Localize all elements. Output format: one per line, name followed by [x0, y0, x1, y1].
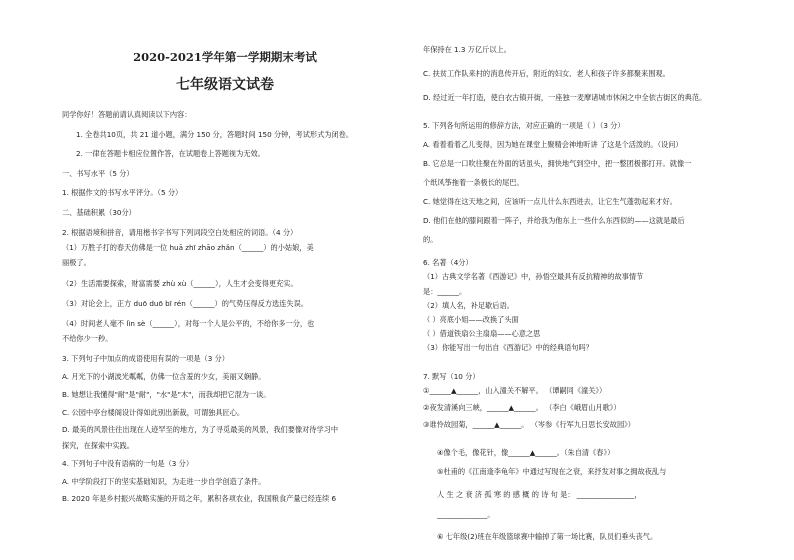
left-text-line: B. 2020 年是乡村振兴战略实施的开局之年，累积各项农业，我国粮食产量已经连续 6	[62, 494, 337, 503]
right-text-line: 6. 名著（4分）	[423, 258, 473, 267]
right-text-line: 年保持在 1.3 万亿斤以上。	[423, 45, 511, 54]
right-text-line: ⑥ 七年级(2)班在年级篮球赛中输掉了第一场比赛，队员们垂头丧气。	[437, 532, 658, 541]
right-text-line: ②夜发清溪向三峡，______▲______。 （李白《峨眉山月歌》）	[423, 403, 621, 412]
right-text-line: C. 她觉得在这天地之间，应该听一点儿什么东西进去，让它生气蓬勃起来才好。	[423, 197, 677, 206]
right-text-line: A. 看着看着乙儿变得，因为她在课堂上聚精会神地听讲 了这是个活泼的。（设问）	[423, 140, 683, 149]
left-text-line: A. 中学阶段打下的坚实基础知识，为走进一步自学创造了条件。	[62, 477, 266, 486]
right-text-line: D. 经过近一年打造，使白衣古镇开街，一座独一麦摩诸城市休闲之中全依古街区的典范。	[423, 93, 707, 102]
left-text-line: 3. 下列句子中加点的成语使用有误的一项是（3 分）	[62, 354, 229, 363]
exam-subtitle: 七年级语文试卷	[176, 77, 274, 93]
right-text-line: 7. 默写（10 分）	[423, 372, 480, 381]
right-text-line: 个纸风筝拖着一条极长的尾巴。	[423, 178, 524, 187]
right-text-line: ④像个毛，像花针，像______▲______。（朱自清《春》）	[437, 448, 615, 457]
left-text-line: A. 月光下的小湖波光粼粼，仿佛一位含羞的少女，美丽又娴静。	[62, 372, 266, 381]
left-text-line: 二、基础积累（30分）	[62, 208, 136, 217]
right-text-line: （1）古典文学名著《西游记》中，孙悟空最具有反抗精神的故事情节	[423, 272, 644, 281]
left-text-line: D. 最美的风景往往出现在人迹罕至的地方，为了寻觅最美的风景，我们要像对待学习中	[62, 425, 339, 434]
right-text-line: B. 它总是一口吹往聚在外面的话虽头，拥快地气到空中，把一整团极都打开。就像一	[423, 159, 692, 168]
right-text-line: 的。	[423, 235, 438, 244]
right-text-line: C. 扶贫工作队来村的消息传开后，附近的妇女、老人和孩子许多都聚来围观。	[423, 69, 670, 78]
left-text-line: （3）对论会上，正方 duō duō bī rén（______）的气势压得反方选连失误。	[62, 299, 308, 308]
left-text-line: 丽极了。	[62, 258, 91, 267]
right-text-line: D. 他们在他的膝间跟着一阵子，并给我为他东上一些什么东西似的——这就是最后	[423, 216, 685, 225]
right-text-line: ③谁怜故园菊，______▲______。 （岑参《行军九日思长安故园》）	[423, 420, 635, 429]
left-text-line: C. 公园中亭台楼阁设计得如此别出新裁，可谓独具匠心。	[62, 408, 245, 417]
left-text-line: 探究，在探索中实践。	[62, 441, 134, 450]
right-text-line: （ ）亮底小姐——改换了头面	[423, 315, 519, 324]
right-text-line: 是：______。	[423, 287, 467, 296]
right-text-line: 人 生 之 衰 济 孤 寒 的 感 概 的 诗 句 是： ________________，	[437, 490, 642, 499]
right-text-line: （ ）借道铁扇公主扇扇——心意之思	[423, 329, 541, 338]
left-text-line: （4）时间老人毫不 lìn sè（______），对每一个人是公平的，不给你多一分，也	[62, 319, 315, 328]
left-text-line: B. 她想让我懂得"耐"是"耐"，"水"是"木"，而我却把它混为一谈。	[62, 390, 271, 399]
right-text-line: ①______▲______，山入潼关不解平。 （谭嗣同《潼关》）	[423, 386, 607, 395]
left-text-line: 2. 一律在答题卡相应位置作答，在试题卷上答题视为无效。	[76, 149, 265, 158]
left-text-line: 不给你少一秒。	[62, 334, 113, 343]
left-text-line: 同学你好！答题前请认真阅读以下内容：	[62, 110, 192, 119]
left-text-line: （1）万胜子打的春天仿佛是一位 huā zhī zhāo zhǎn（______）的小姑娘，美	[62, 243, 314, 252]
left-text-line: 一、书写水平（5 分）	[62, 169, 134, 178]
right-text-line: ______________。	[437, 510, 495, 519]
left-text-line: 4. 下列句子中没有语病的一句是（3 分）	[62, 459, 194, 468]
left-text-line: 1. 根据作文的书写水平评分。（5 分）	[62, 188, 183, 197]
right-text-line: ⑤杜甫的《江南逢李龟年》中通过写现在之衰，来抒发对事之拥故夜乱与	[437, 467, 667, 476]
right-text-line: （3）你能写出一句出自《西游记》中的经典语句吗？	[423, 343, 593, 352]
left-text-line: 2. 根据语境和拼音，请用楷书字书写下列词段空白处相应的词语。（4 分）	[62, 228, 298, 237]
left-text-line: 1. 全卷共10页，共 21 道小题，满分 150 分，答题时间 150 分钟，考试形式为闭卷。	[76, 130, 354, 139]
exam-title: 2020-2021学年第一学期期末考试	[133, 50, 317, 64]
left-text-line: （2）生活需要探索，财富需要 zhù xù（______），人生才会变得更充实。	[62, 279, 298, 288]
right-text-line: 5. 下列各句所运用的修辞方法，对应正确的一项是（ ）（3 分）	[423, 121, 625, 130]
right-text-line: （2）填人名，补足歇后语。	[423, 301, 514, 310]
